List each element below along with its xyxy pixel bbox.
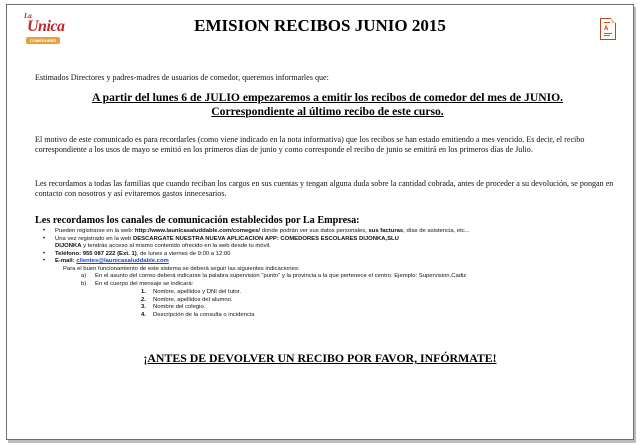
document-icon: A [600, 18, 616, 40]
email-instructions: Para el buen funcionamiento de este sistema se deberá seguir las siguientes indicaciones: [63, 265, 300, 272]
numbered-item: 2. Nombre, apellidos del alumno. [141, 296, 233, 303]
logo-subtitle: COMEDORES ESCOLARES [26, 37, 60, 44]
numbered-item: 3. Nombre del colegio. [141, 304, 206, 310]
logo-prefix: La [24, 12, 32, 20]
paragraph-refunds: Les recordamos a todas las familias que cuando reciban los cargos en sus cuentas y tengan alguna duda sobre la cantidad cobrada, antes de proceder a su devolución, se pongan en contacto con nosotros y así evitaremos gastos innecesarios. [35, 179, 614, 199]
section-title: Les recordamos los canales de comunicación establecidos por La Empresa: [35, 215, 360, 226]
instruction-b: b) En el cuerpo del mensaje se indicará: [81, 280, 194, 287]
email-link[interactable]: clientes@launicasaluddable.com [76, 258, 169, 264]
numbered-item: 1. Nombre, apellidos y DNI del tutor. [141, 289, 242, 295]
channel-phone: • Teléfono: 955 087 222 (Ext. 1), de lunes a viernes de 9:00 a 12:00 [43, 250, 231, 257]
headline-line-2: Correspondiente al último recibo de este curso. [211, 105, 444, 118]
headline [35, 91, 620, 119]
paragraph-billing: El motivo de este comunicado es para recordarles (como viene indicado en la nota informativa) que los recibos se han estado emitiendo a mes vencido. Es decir, el recibo correspondiente a los usos de mayo se emitió en los primeros días de junio y como corresponde el recibo de junio se emitirá en los primeros días de Julio. [35, 135, 585, 155]
numbered-item: 4. Descripción de la consulta o incidencia [141, 311, 255, 318]
closing-notice: ¡ANTES DE DEVOLVER UN RECIBO POR FAVOR, INFÓRMATE! [143, 351, 497, 365]
channel-app-line-2: DIJONKA y tendrás acceso al mismo contenido ofrecido en la web desde tu móvil. [55, 243, 271, 249]
web-url-link[interactable]: http://www.launicasaluddable.com/comeges/ [134, 228, 261, 234]
instruction-a: a) En el asunto del correo deberá indicarse la palabra supervision "punto" y la provincia a la que pertenece el centro. Ejemplo: Supervision.Cadiz [81, 273, 467, 279]
headline-line-1: A partir del lunes 6 de JULIO empezaremos a emitir los recibos de comedor del mes de JUNIO. [91, 91, 563, 104]
channel-email: • E-mail: clientes@launicasaluddable.com [43, 258, 169, 264]
logo-word: Unica [27, 18, 65, 35]
page-title: EMISION RECIBOS JUNIO 2015 [194, 16, 446, 35]
channel-app: • Una vez registrado en la web DESCARGATE NUESTRA NUEVA APLICACION APP: COMEDORES ESCOLARES DIJONKA,SLU [43, 235, 399, 242]
greeting-text: Estimados Directores y padres-madres de usuarios de comedor, queremos informarles que: [35, 73, 329, 82]
document-page [6, 4, 634, 440]
channel-web: • Pueden registrarse en la web: http://www.launicasaluddable.com/comeges/ donde podrán ver sus datos personales, sus facturas, días de asistencia, etc... [43, 228, 470, 234]
